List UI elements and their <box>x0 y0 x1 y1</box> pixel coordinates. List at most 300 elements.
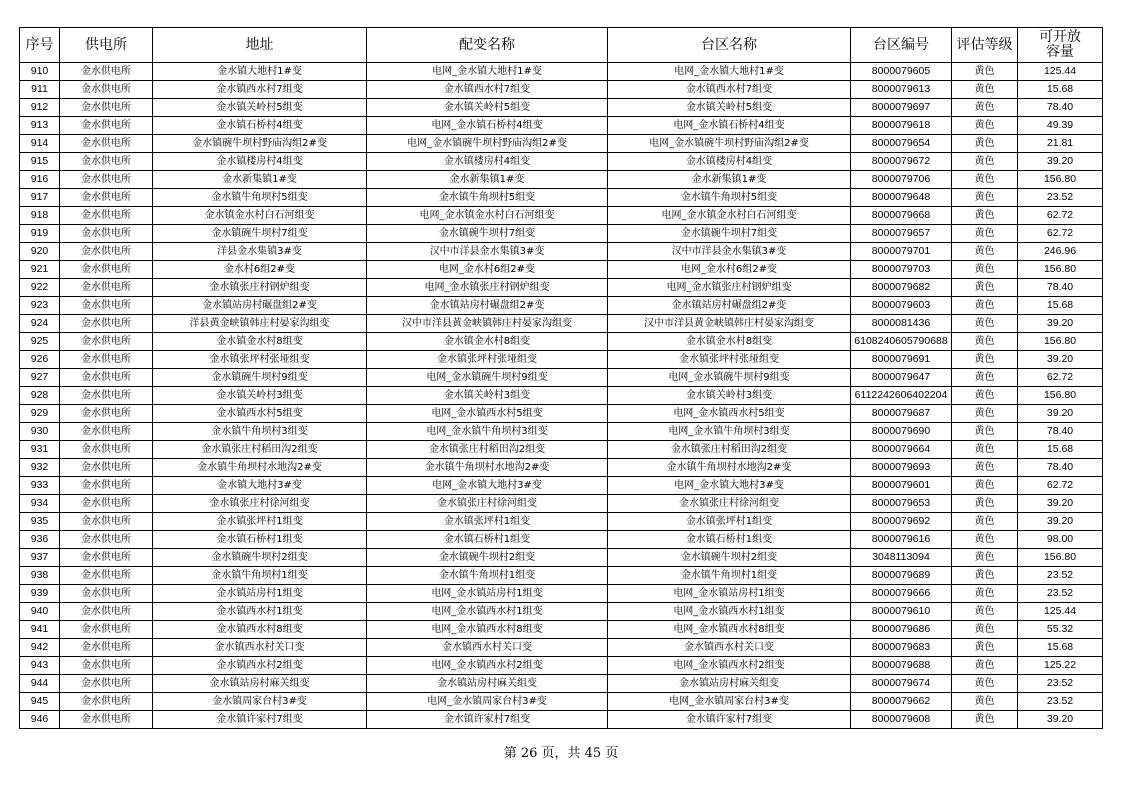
cell-station: 金水供电所 <box>60 585 153 603</box>
table-row <box>20 585 1103 603</box>
cell-transformer: 电网_金水镇张庄村钢炉组变 <box>367 279 608 297</box>
cell-level: 黄色 <box>952 207 1018 225</box>
cell-station: 金水供电所 <box>60 405 153 423</box>
cell-serial: 929 <box>20 405 60 423</box>
cell-serial: 946 <box>20 711 60 729</box>
cell-address: 金水镇西水村1组变 <box>153 603 367 621</box>
cell-station: 金水供电所 <box>60 189 153 207</box>
cell-capacity: 23.52 <box>1018 693 1103 711</box>
cell-capacity: 125.44 <box>1018 63 1103 81</box>
cell-station: 金水供电所 <box>60 225 153 243</box>
table-row <box>20 405 1103 423</box>
cell-level: 黄色 <box>952 693 1018 711</box>
cell-transformer: 金水镇牛角坝村5组变 <box>367 189 608 207</box>
cell-area-name: 金水镇楼房村4组变 <box>608 153 851 171</box>
cell-transformer: 金水镇碗牛坝村7组变 <box>367 225 608 243</box>
cell-level: 黄色 <box>952 351 1018 369</box>
cell-station: 金水供电所 <box>60 531 153 549</box>
cell-capacity: 62.72 <box>1018 369 1103 387</box>
table-header <box>20 28 1103 63</box>
cell-station: 金水供电所 <box>60 459 153 477</box>
cell-serial: 920 <box>20 243 60 261</box>
cell-transformer: 金水镇站房村碾盘组2#变 <box>367 297 608 315</box>
table-row <box>20 531 1103 549</box>
cell-station: 金水供电所 <box>60 675 153 693</box>
cell-area-code: 8000079616 <box>851 531 952 549</box>
cell-area-code: 8000079648 <box>851 189 952 207</box>
cell-area-code: 8000079690 <box>851 423 952 441</box>
cell-capacity: 15.68 <box>1018 297 1103 315</box>
cell-area-code: 8000079672 <box>851 153 952 171</box>
cell-area-code: 8000081436 <box>851 315 952 333</box>
table-row <box>20 207 1103 225</box>
cell-level: 黄色 <box>952 567 1018 585</box>
cell-transformer: 汉中市洋县黄金峡镇韩庄村晏家沟组变 <box>367 315 608 333</box>
cell-level: 黄色 <box>952 117 1018 135</box>
cell-station: 金水供电所 <box>60 621 153 639</box>
cell-transformer: 金水镇许家村7组变 <box>367 711 608 729</box>
cell-serial: 936 <box>20 531 60 549</box>
cell-area-code: 8000079674 <box>851 675 952 693</box>
cell-station: 金水供电所 <box>60 261 153 279</box>
cell-area-name: 金水镇站房村麻关组变 <box>608 675 851 693</box>
cell-serial: 924 <box>20 315 60 333</box>
cell-area-name: 金水镇牛角坝村5组变 <box>608 189 851 207</box>
cell-area-code: 8000079618 <box>851 117 952 135</box>
cell-serial: 919 <box>20 225 60 243</box>
cell-area-code: 6108240605790688 <box>851 333 952 351</box>
cell-station: 金水供电所 <box>60 639 153 657</box>
cell-area-code: 8000079687 <box>851 405 952 423</box>
cell-transformer: 金水镇关岭村3组变 <box>367 387 608 405</box>
cell-station: 金水供电所 <box>60 279 153 297</box>
cell-area-code: 8000079691 <box>851 351 952 369</box>
cell-transformer: 电网_金水镇西水村8组变 <box>367 621 608 639</box>
table-row <box>20 369 1103 387</box>
cell-transformer: 金水镇张坪村1组变 <box>367 513 608 531</box>
table-row <box>20 495 1103 513</box>
table-row <box>20 567 1103 585</box>
cell-address: 金水镇张坪村1组变 <box>153 513 367 531</box>
cell-station: 金水供电所 <box>60 549 153 567</box>
header-level: 评估等级 <box>952 28 1018 63</box>
cell-capacity: 78.40 <box>1018 459 1103 477</box>
cell-area-name: 金水镇许家村7组变 <box>608 711 851 729</box>
cell-capacity: 78.40 <box>1018 423 1103 441</box>
cell-transformer: 金水镇金水村8组变 <box>367 333 608 351</box>
cell-serial: 945 <box>20 693 60 711</box>
cell-capacity: 39.20 <box>1018 513 1103 531</box>
cell-area-name: 金水镇金水村8组变 <box>608 333 851 351</box>
cell-transformer: 电网_金水镇碗牛坝村野庙沟组2#变 <box>367 135 608 153</box>
header-address: 地址 <box>153 28 367 63</box>
cell-address: 金水镇牛角坝村1组变 <box>153 567 367 585</box>
cell-transformer: 金水镇张庄村徐河组变 <box>367 495 608 513</box>
cell-address: 金水镇大地村1#变 <box>153 63 367 81</box>
cell-station: 金水供电所 <box>60 297 153 315</box>
cell-area-code: 8000079682 <box>851 279 952 297</box>
cell-serial: 922 <box>20 279 60 297</box>
cell-area-name: 金水镇碗牛坝村2组变 <box>608 549 851 567</box>
cell-serial: 916 <box>20 171 60 189</box>
cell-level: 黄色 <box>952 63 1018 81</box>
cell-capacity: 39.20 <box>1018 495 1103 513</box>
cell-transformer: 电网_金水镇站房村1组变 <box>367 585 608 603</box>
cell-area-name: 金水镇张庄村稻田沟2组变 <box>608 441 851 459</box>
table-row <box>20 693 1103 711</box>
cell-area-name: 金水镇碗牛坝村7组变 <box>608 225 851 243</box>
cell-level: 黄色 <box>952 243 1018 261</box>
cell-area-name: 电网_金水镇西水村2组变 <box>608 657 851 675</box>
cell-serial: 935 <box>20 513 60 531</box>
cell-transformer: 电网_金水镇碗牛坝村9组变 <box>367 369 608 387</box>
cell-address: 金水镇关岭村3组变 <box>153 387 367 405</box>
cell-capacity: 156.80 <box>1018 171 1103 189</box>
cell-area-name: 金水镇石桥村1组变 <box>608 531 851 549</box>
cell-address: 金水镇关岭村5组变 <box>153 99 367 117</box>
cell-address: 金水镇石桥村1组变 <box>153 531 367 549</box>
cell-serial: 917 <box>20 189 60 207</box>
cell-area-code: 8000079686 <box>851 621 952 639</box>
cell-area-name: 电网_金水镇站房村1组变 <box>608 585 851 603</box>
cell-transformer: 金水镇牛角坝村水地沟2#变 <box>367 459 608 477</box>
table-row <box>20 675 1103 693</box>
cell-area-name: 电网_金水镇西水村5组变 <box>608 405 851 423</box>
cell-station: 金水供电所 <box>60 135 153 153</box>
cell-level: 黄色 <box>952 621 1018 639</box>
cell-area-name: 金水镇关岭村3组变 <box>608 387 851 405</box>
cell-serial: 928 <box>20 387 60 405</box>
cell-capacity: 23.52 <box>1018 585 1103 603</box>
cell-address: 金水镇站房村碾盘组2#变 <box>153 297 367 315</box>
cell-capacity: 15.68 <box>1018 639 1103 657</box>
cell-transformer: 金水镇楼房村4组变 <box>367 153 608 171</box>
cell-address: 金水镇金水村8组变 <box>153 333 367 351</box>
cell-area-name: 电网_金水镇牛角坝村3组变 <box>608 423 851 441</box>
cell-area-code: 8000079706 <box>851 171 952 189</box>
table-row <box>20 63 1103 81</box>
cell-serial: 921 <box>20 261 60 279</box>
cell-station: 金水供电所 <box>60 99 153 117</box>
cell-transformer: 金水镇石桥村1组变 <box>367 531 608 549</box>
cell-area-name: 电网_金水镇西水村1组变 <box>608 603 851 621</box>
cell-serial: 930 <box>20 423 60 441</box>
cell-serial: 941 <box>20 621 60 639</box>
cell-transformer: 金水镇西水村7组变 <box>367 81 608 99</box>
cell-station: 金水供电所 <box>60 603 153 621</box>
cell-area-code: 8000079693 <box>851 459 952 477</box>
cell-address: 金水镇楼房村4组变 <box>153 153 367 171</box>
cell-station: 金水供电所 <box>60 153 153 171</box>
cell-station: 金水供电所 <box>60 711 153 729</box>
cell-level: 黄色 <box>952 171 1018 189</box>
cell-station: 金水供电所 <box>60 333 153 351</box>
cell-area-name: 汉中市洋县黄金峡镇韩庄村晏家沟组变 <box>608 315 851 333</box>
header-area-name: 台区名称 <box>608 28 851 63</box>
cell-address: 金水镇张庄村稻田沟2组变 <box>153 441 367 459</box>
cell-capacity: 39.20 <box>1018 351 1103 369</box>
cell-serial: 910 <box>20 63 60 81</box>
table-row <box>20 297 1103 315</box>
header-transformer: 配变名称 <box>367 28 608 63</box>
cell-station: 金水供电所 <box>60 693 153 711</box>
cell-serial: 931 <box>20 441 60 459</box>
cell-serial: 926 <box>20 351 60 369</box>
header-capacity: 可开放容量 <box>1018 28 1103 63</box>
cell-level: 黄色 <box>952 549 1018 567</box>
cell-transformer: 金水镇关岭村5组变 <box>367 99 608 117</box>
cell-area-name: 电网_金水镇大地村1#变 <box>608 63 851 81</box>
table-row <box>20 387 1103 405</box>
cell-area-code: 8000079601 <box>851 477 952 495</box>
cell-address: 金水镇西水村5组变 <box>153 405 367 423</box>
cell-area-code: 8000079613 <box>851 81 952 99</box>
cell-address: 金水镇牛角坝村水地沟2#变 <box>153 459 367 477</box>
cell-area-code: 8000079701 <box>851 243 952 261</box>
cell-capacity: 98.00 <box>1018 531 1103 549</box>
table-row <box>20 117 1103 135</box>
cell-address: 洋县金水集镇3#变 <box>153 243 367 261</box>
table-row <box>20 243 1103 261</box>
cell-level: 黄色 <box>952 585 1018 603</box>
cell-serial: 939 <box>20 585 60 603</box>
cell-area-name: 电网_金水镇西水村8组变 <box>608 621 851 639</box>
cell-level: 黄色 <box>952 315 1018 333</box>
cell-station: 金水供电所 <box>60 423 153 441</box>
cell-transformer: 电网_金水镇西水村2组变 <box>367 657 608 675</box>
cell-capacity: 156.80 <box>1018 387 1103 405</box>
cell-capacity: 23.52 <box>1018 189 1103 207</box>
cell-capacity: 156.80 <box>1018 333 1103 351</box>
cell-area-name: 金水镇西水村7组变 <box>608 81 851 99</box>
cell-serial: 944 <box>20 675 60 693</box>
cell-capacity: 62.72 <box>1018 477 1103 495</box>
page-footer: 第 26 页，共 45 页 <box>503 746 619 761</box>
cell-capacity: 23.52 <box>1018 675 1103 693</box>
cell-address: 洋县黄金峡镇韩庄村晏家沟组变 <box>153 315 367 333</box>
cell-area-name: 电网_金水镇金水村白石河组变 <box>608 207 851 225</box>
cell-area-code: 8000079653 <box>851 495 952 513</box>
cell-serial: 923 <box>20 297 60 315</box>
cell-level: 黄色 <box>952 657 1018 675</box>
cell-level: 黄色 <box>952 531 1018 549</box>
cell-level: 黄色 <box>952 153 1018 171</box>
cell-level: 黄色 <box>952 441 1018 459</box>
cell-station: 金水供电所 <box>60 369 153 387</box>
cell-transformer: 金水镇站房村麻关组变 <box>367 675 608 693</box>
cell-address: 金水镇牛角坝村3组变 <box>153 423 367 441</box>
cell-area-name: 电网_金水镇石桥村4组变 <box>608 117 851 135</box>
cell-area-code: 8000079668 <box>851 207 952 225</box>
cell-serial: 915 <box>20 153 60 171</box>
cell-level: 黄色 <box>952 387 1018 405</box>
cell-station: 金水供电所 <box>60 513 153 531</box>
table-row <box>20 657 1103 675</box>
capacity-table <box>19 27 1103 729</box>
cell-capacity: 15.68 <box>1018 81 1103 99</box>
cell-capacity: 156.80 <box>1018 261 1103 279</box>
cell-area-name: 金水镇关岭村5组变 <box>608 99 851 117</box>
cell-serial: 937 <box>20 549 60 567</box>
cell-area-code: 8000079610 <box>851 603 952 621</box>
cell-capacity: 39.20 <box>1018 405 1103 423</box>
cell-serial: 925 <box>20 333 60 351</box>
cell-transformer: 金水镇张坪村张垭组变 <box>367 351 608 369</box>
cell-transformer: 金水镇张庄村稻田沟2组变 <box>367 441 608 459</box>
table-row <box>20 99 1103 117</box>
cell-transformer: 电网_金水镇石桥村4组变 <box>367 117 608 135</box>
cell-area-code: 8000079657 <box>851 225 952 243</box>
table-row <box>20 189 1103 207</box>
cell-transformer: 金水镇碗牛坝村2组变 <box>367 549 608 567</box>
cell-area-name: 电网_金水镇张庄村钢炉组变 <box>608 279 851 297</box>
cell-serial: 912 <box>20 99 60 117</box>
cell-area-code: 6112242606402204 <box>851 387 952 405</box>
cell-area-code: 8000079664 <box>851 441 952 459</box>
cell-serial: 927 <box>20 369 60 387</box>
cell-capacity: 125.44 <box>1018 603 1103 621</box>
cell-address: 金水镇许家村7组变 <box>153 711 367 729</box>
cell-station: 金水供电所 <box>60 315 153 333</box>
table-row <box>20 603 1103 621</box>
cell-serial: 934 <box>20 495 60 513</box>
cell-capacity: 156.80 <box>1018 549 1103 567</box>
cell-area-code: 8000079654 <box>851 135 952 153</box>
cell-address: 金水镇站房村1组变 <box>153 585 367 603</box>
cell-address: 金水镇西水村关口变 <box>153 639 367 657</box>
table-body <box>20 63 1103 729</box>
table-row <box>20 513 1103 531</box>
cell-area-name: 金水镇西水村关口变 <box>608 639 851 657</box>
cell-capacity: 49.39 <box>1018 117 1103 135</box>
cell-area-name: 电网_金水镇周家台村3#变 <box>608 693 851 711</box>
cell-area-name: 金水镇牛角坝村1组变 <box>608 567 851 585</box>
table-row <box>20 225 1103 243</box>
table-row <box>20 459 1103 477</box>
cell-station: 金水供电所 <box>60 243 153 261</box>
cell-station: 金水供电所 <box>60 387 153 405</box>
cell-station: 金水供电所 <box>60 207 153 225</box>
table-row <box>20 171 1103 189</box>
table-row <box>20 639 1103 657</box>
cell-capacity: 39.20 <box>1018 315 1103 333</box>
table-row <box>20 315 1103 333</box>
header-serial: 序号 <box>20 28 60 63</box>
cell-serial: 933 <box>20 477 60 495</box>
table-row <box>20 81 1103 99</box>
cell-level: 黄色 <box>952 99 1018 117</box>
cell-address: 金水镇张庄村钢炉组变 <box>153 279 367 297</box>
cell-capacity: 15.68 <box>1018 441 1103 459</box>
cell-capacity: 55.32 <box>1018 621 1103 639</box>
cell-transformer: 汉中市洋县金水集镇3#变 <box>367 243 608 261</box>
cell-station: 金水供电所 <box>60 657 153 675</box>
cell-station: 金水供电所 <box>60 495 153 513</box>
cell-area-code: 8000079688 <box>851 657 952 675</box>
cell-area-code: 8000079692 <box>851 513 952 531</box>
cell-station: 金水供电所 <box>60 567 153 585</box>
cell-capacity: 78.40 <box>1018 279 1103 297</box>
cell-serial: 918 <box>20 207 60 225</box>
cell-station: 金水供电所 <box>60 477 153 495</box>
cell-capacity: 39.20 <box>1018 711 1103 729</box>
cell-area-name: 金水新集镇1#变 <box>608 171 851 189</box>
cell-serial: 943 <box>20 657 60 675</box>
cell-address: 金水镇大地村3#变 <box>153 477 367 495</box>
cell-address: 金水镇金水村白石河组变 <box>153 207 367 225</box>
cell-level: 黄色 <box>952 279 1018 297</box>
cell-capacity: 62.72 <box>1018 207 1103 225</box>
cell-station: 金水供电所 <box>60 441 153 459</box>
cell-area-code: 8000079603 <box>851 297 952 315</box>
cell-address: 金水镇西水村8组变 <box>153 621 367 639</box>
cell-transformer: 电网_金水镇牛角坝村3组变 <box>367 423 608 441</box>
cell-level: 黄色 <box>952 423 1018 441</box>
cell-area-code: 8000079666 <box>851 585 952 603</box>
cell-area-name: 电网_金水镇碗牛坝村野庙沟组2#变 <box>608 135 851 153</box>
cell-capacity: 125.22 <box>1018 657 1103 675</box>
cell-capacity: 21.81 <box>1018 135 1103 153</box>
cell-capacity: 62.72 <box>1018 225 1103 243</box>
cell-transformer: 电网_金水镇大地村1#变 <box>367 63 608 81</box>
cell-area-code: 8000079703 <box>851 261 952 279</box>
cell-area-name: 电网_金水镇大地村3#变 <box>608 477 851 495</box>
cell-level: 黄色 <box>952 405 1018 423</box>
cell-address: 金水镇张庄村徐河组变 <box>153 495 367 513</box>
table-row <box>20 621 1103 639</box>
cell-serial: 913 <box>20 117 60 135</box>
cell-level: 黄色 <box>952 225 1018 243</box>
cell-area-code: 8000079662 <box>851 693 952 711</box>
cell-level: 黄色 <box>952 333 1018 351</box>
cell-address: 金水镇石桥村4组变 <box>153 117 367 135</box>
cell-capacity: 246.96 <box>1018 243 1103 261</box>
cell-station: 金水供电所 <box>60 351 153 369</box>
cell-level: 黄色 <box>952 639 1018 657</box>
header-row <box>20 28 1103 63</box>
cell-level: 黄色 <box>952 603 1018 621</box>
cell-transformer: 电网_金水村6组2#变 <box>367 261 608 279</box>
cell-serial: 942 <box>20 639 60 657</box>
cell-level: 黄色 <box>952 135 1018 153</box>
cell-address: 金水镇张坪村张垭组变 <box>153 351 367 369</box>
cell-station: 金水供电所 <box>60 81 153 99</box>
cell-level: 黄色 <box>952 189 1018 207</box>
table-row <box>20 549 1103 567</box>
cell-address: 金水村6组2#变 <box>153 261 367 279</box>
cell-area-name: 金水镇站房村碾盘组2#变 <box>608 297 851 315</box>
cell-level: 黄色 <box>952 261 1018 279</box>
cell-address: 金水镇西水村2组变 <box>153 657 367 675</box>
cell-transformer: 电网_金水镇金水村白石河组变 <box>367 207 608 225</box>
cell-transformer: 金水新集镇1#变 <box>367 171 608 189</box>
table-row <box>20 423 1103 441</box>
cell-area-name: 电网_金水镇碗牛坝村9组变 <box>608 369 851 387</box>
cell-area-code: 8000079683 <box>851 639 952 657</box>
cell-area-code: 8000079605 <box>851 63 952 81</box>
header-station: 供电所 <box>60 28 153 63</box>
cell-transformer: 金水镇牛角坝村1组变 <box>367 567 608 585</box>
cell-area-name: 汉中市洋县金水集镇3#变 <box>608 243 851 261</box>
cell-capacity: 78.40 <box>1018 99 1103 117</box>
cell-level: 黄色 <box>952 477 1018 495</box>
table-row <box>20 261 1103 279</box>
cell-area-code: 8000079689 <box>851 567 952 585</box>
table-row <box>20 441 1103 459</box>
cell-serial: 914 <box>20 135 60 153</box>
table-row <box>20 279 1103 297</box>
table-row <box>20 711 1103 729</box>
